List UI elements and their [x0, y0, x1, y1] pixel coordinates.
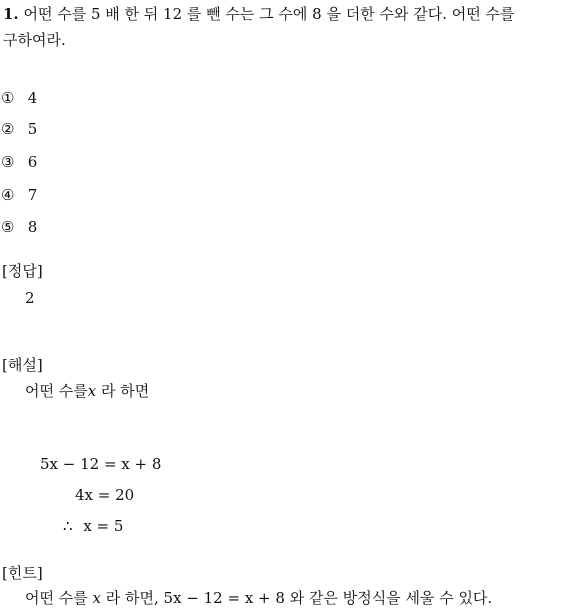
- hint-equation: 5x − 12 = x + 8: [163, 589, 285, 607]
- choice-value: 7: [27, 186, 38, 204]
- hint-label: [힌트]: [2, 564, 43, 582]
- choice-mark: ②: [1, 120, 15, 138]
- equation-1: 5x − 12 = x + 8: [40, 455, 162, 473]
- choice-mark: ④: [1, 186, 15, 204]
- choice-value: 6: [27, 153, 38, 171]
- answer-value: 2: [25, 289, 35, 307]
- choice-2[interactable]: [1, 119, 37, 139]
- therefore-symbol: ∴: [63, 517, 73, 535]
- hint-text: [25, 588, 492, 608]
- hint-post: 와 같은 방정식을 세울 수 있다.: [284, 589, 493, 607]
- explanation-intro: [25, 381, 149, 401]
- choice-4[interactable]: [1, 185, 37, 205]
- hint-mid: 라 하면,: [100, 589, 164, 607]
- explanation-label: [해설]: [2, 356, 43, 374]
- hint-var: x: [92, 589, 101, 607]
- answer-label: [정답]: [2, 262, 43, 280]
- question-text-2: 구하여라.: [3, 31, 66, 49]
- choice-value: 4: [27, 89, 38, 107]
- choice-value: 5: [27, 120, 38, 138]
- choice-1[interactable]: [1, 88, 37, 108]
- equation-3: [63, 516, 123, 536]
- question-line-1: [3, 4, 514, 24]
- question-number: 1.: [3, 5, 19, 23]
- choice-value: 8: [27, 218, 38, 236]
- equation-3-text: x = 5: [83, 517, 124, 535]
- explanation-intro-pre: 어떤 수를: [25, 382, 88, 400]
- choice-mark: ③: [1, 153, 15, 171]
- choice-mark: ⑤: [1, 218, 15, 236]
- explanation-intro-var: x: [87, 382, 97, 400]
- explanation-intro-post: 라 하면: [96, 382, 150, 400]
- choice-5[interactable]: [1, 217, 37, 237]
- hint-pre: 어떤 수를: [25, 589, 88, 607]
- equation-2: 4x = 20: [75, 486, 135, 504]
- choice-mark: ①: [1, 89, 15, 107]
- question-text-1: 어떤 수를 5 배 한 뒤 12 를 뺀 수는 그 수에 8 을 더한 수와 같다. 어떤 수를: [23, 5, 515, 23]
- choice-3[interactable]: [1, 152, 37, 172]
- question-line-2: [3, 30, 66, 50]
